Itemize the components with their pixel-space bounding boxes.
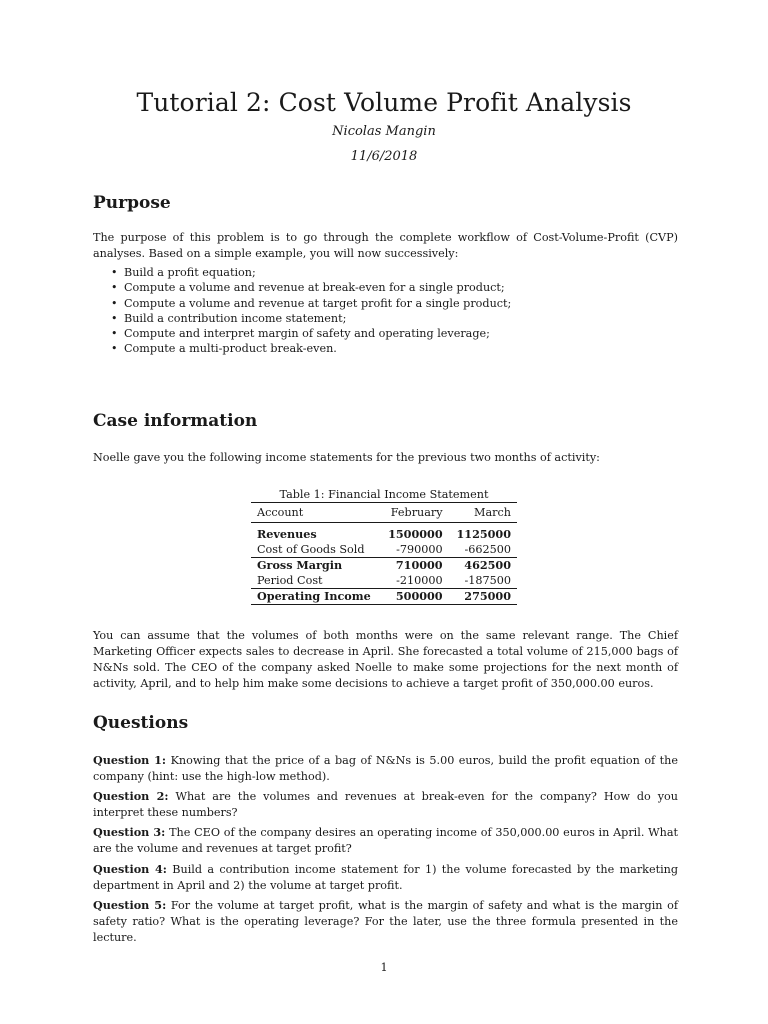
- table-cell-march: 1125000: [456, 527, 511, 541]
- financial-income-table: [251, 502, 517, 605]
- question-2: [93, 788, 678, 821]
- case-description: You can assume that the volumes of both months were on the same relevant range. The Chief Marketing Officer expects sales to decrease in April. She forecasted a total volume of 215,000 bags of N&Ns sold. The CEO of the company asked Noelle to make some projections for the next month of activity, April, and to help him make some decisions to achieve a target profit of 350,000.00 euros.: [93, 629, 678, 690]
- bullet-icon: •: [111, 296, 118, 310]
- table-row: [251, 558, 517, 574]
- table-cell-account: Cost of Goods Sold: [257, 543, 365, 556]
- question-text: What are the volumes and revenues at break-even for the company? How do you interpret these numbers?: [93, 790, 678, 819]
- question-text: Knowing that the price of a bag of N&Ns is 5.00 euros, build the profit equation of the company (hint: use the high-low method).: [93, 754, 679, 783]
- purpose-list: [108, 265, 511, 357]
- table-cell-march: 462500: [464, 558, 511, 572]
- document-date: 11/6/2018: [350, 149, 418, 164]
- question-1: [93, 752, 678, 785]
- table-caption: Table 1: Financial Income Statement: [279, 488, 489, 501]
- question-4: [93, 861, 678, 894]
- bullet-icon: •: [111, 311, 118, 325]
- column-header-account: Account: [257, 506, 304, 519]
- section-heading-purpose: Purpose: [93, 193, 171, 213]
- table-row: [251, 589, 517, 605]
- column-header-march: March: [474, 506, 511, 519]
- question-label: Question 3:: [93, 825, 166, 839]
- question-label: Question 1:: [93, 753, 167, 767]
- table-row: [251, 573, 517, 589]
- table-header-row: [251, 503, 517, 523]
- page-number: 1: [380, 961, 388, 974]
- document-title: Tutorial 2: Cost Volume Profit Analysis: [136, 88, 632, 117]
- list-item: • Compute and interpret margin of safety and operating leverage;: [111, 327, 490, 341]
- question-3: [93, 824, 678, 857]
- question-label: Question 2:: [93, 789, 169, 803]
- table-cell-february: 710000: [395, 558, 443, 572]
- list-item: • Build a contribution income statement;: [111, 311, 347, 325]
- section-heading-questions: Questions: [93, 713, 189, 733]
- table-cell-march: -187500: [464, 574, 511, 587]
- table-row: [251, 542, 517, 558]
- question-text: The CEO of the company desires an operating income of 350,000.00 euros in April. What are the volume and revenues at target profit?: [93, 826, 678, 855]
- table-cell-february: -790000: [396, 543, 443, 556]
- bullet-icon: •: [111, 266, 118, 279]
- bullet-icon: •: [111, 342, 118, 356]
- author-name: Nicolas Mangin: [332, 124, 436, 139]
- question-label: Question 4:: [93, 862, 167, 876]
- purpose-intro: The purpose of this problem is to go through the complete workflow of Cost-Volume-Profit (CVP) analyses. Based on a simple example, you will now successively:: [93, 231, 678, 260]
- table-cell-march: 275000: [464, 589, 511, 603]
- table-cell-february: -210000: [396, 574, 443, 587]
- list-item: • Compute a volume and revenue at target profit for a single product;: [111, 296, 512, 310]
- question-5: [93, 897, 678, 946]
- table-cell-march: -662500: [464, 543, 511, 556]
- case-intro: Noelle gave you the following income statements for the previous two months of activity:: [93, 451, 600, 464]
- table-row: [251, 523, 517, 543]
- table-cell-february: 1500000: [388, 527, 443, 541]
- list-item: • Compute a volume and revenue at break-even for a single product;: [111, 281, 505, 295]
- table-cell-account: Period Cost: [257, 574, 323, 587]
- table-cell-february: 500000: [395, 589, 443, 603]
- list-item: • Compute a multi-product break-even.: [111, 342, 337, 356]
- column-header-february: February: [390, 506, 443, 519]
- question-label: Question 5:: [93, 898, 167, 912]
- bullet-icon: •: [111, 327, 118, 341]
- question-text: Build a contribution income statement for 1) the volume forecasted by the marketing department in April and 2) the volume at target profit.: [93, 863, 679, 892]
- question-text: For the volume at target profit, what is the margin of safety and what is the margin of safety ratio? What is the operating leverage? For the later, use the three formula presented in the lecture.: [93, 899, 679, 944]
- bullet-icon: •: [111, 281, 118, 295]
- table-cell-account: Gross Margin: [257, 558, 343, 572]
- table-cell-account: Operating Income: [257, 589, 371, 603]
- table-cell-account: Revenues: [257, 527, 317, 541]
- section-heading-case-information: Case information: [93, 411, 258, 431]
- list-item: • Build a profit equation;: [111, 266, 256, 279]
